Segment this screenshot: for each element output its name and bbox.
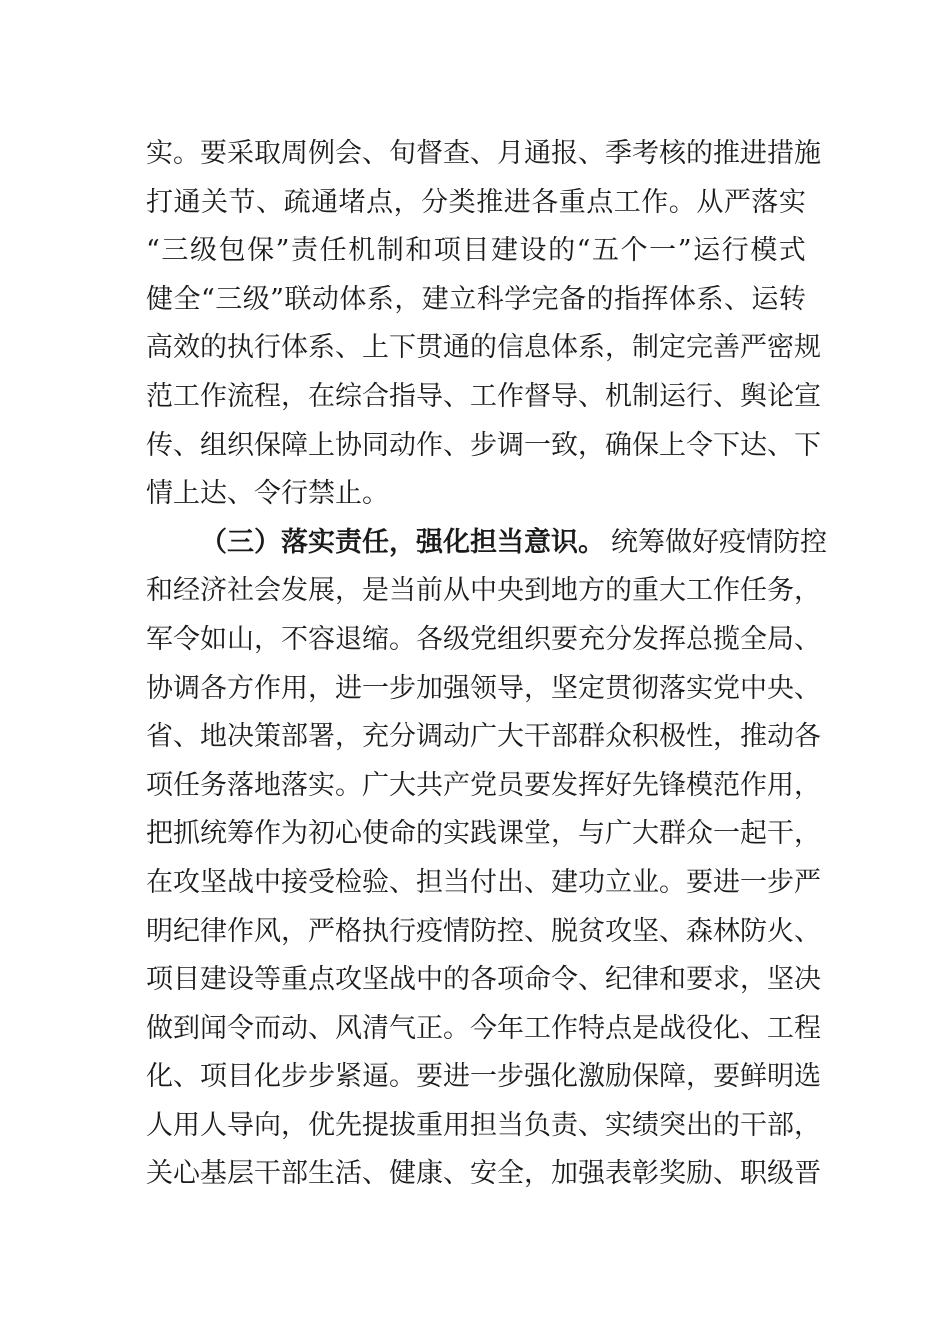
text-line: 明 纪 律 作 风 ， 严 格 执 行 疫 情 防 控 、 脱 贫 攻 坚 、 森 林 防 火 、	[146, 915, 821, 947]
section-heading-line	[146, 519, 827, 568]
text-line: 范 工 作 流 程 ， 在 综 合 指 导 、 工 作 督 导 、 机 制 运 行 、 舆 论 宣	[146, 380, 821, 412]
text-line: 情上达、令行禁止。	[146, 478, 389, 510]
text-line: 做 到 闻 令 而 动 、 风 清 气 正 。 今 年 工 作 特 点 是 战 役 化 、 工 程	[146, 1012, 821, 1044]
text-line: 项 目 建 设 等 重 点 攻 坚 战 中 的 各 项 命 令 、 纪 律 和 要 求 ， 坚 决	[146, 964, 821, 996]
text-line: 项 任 务 落 地 落 实 。 广 大 共 产 党 员 要 发 挥 好 先 锋 模 范 作 用 ，	[146, 769, 821, 801]
section-heading-continuation: 统 筹 做 好 疫 情 防 控	[611, 526, 827, 558]
text-line: 实 。 要 采 取 周 例 会 、 旬 督 查 、 月 通 报 、 季 考 核 的 推 进 措 施	[146, 138, 821, 169]
text-line: 打 通 关 节 、 疏 通 堵 点 ， 分 类 推 进 各 重 点 工 作 。 从 严 落 实	[146, 186, 806, 218]
text-line: 军 令 如 山 ， 不 容 退 缩 。 各 级 党 组 织 要 充 分 发 挥 总 揽 全 局 、	[146, 623, 821, 655]
text-line: “ 三 级 包 保 ” 责 任 机 制 和 项 目 建 设 的 “ 五 个 一 ” 运 行 模 式	[146, 235, 806, 267]
text-line: 传 、 组 织 保 障 上 协 同 动 作 、 步 调 一 致 ， 确 保 上 令 下 达 、 下	[146, 429, 821, 461]
text-line: 健 全 “ 三 级 ” 联 动 体 系 ， 建 立 科 学 完 备 的 指 挥 体 系 、 运 转	[146, 283, 806, 315]
section-heading: （三）落实责任，强化担当意识。	[200, 526, 605, 558]
text-line: 省 、 地 决 策 部 署 ， 充 分 调 动 广 大 干 部 群 众 积 极 性 ， 推 动 各	[146, 721, 821, 753]
text-line: 和 经 济 社 会 发 展 ， 是 当 前 从 中 央 到 地 方 的 重 大 工 作 任 务 ，	[146, 575, 821, 607]
text-line: 人 用 人 导 向 ， 优 先 提 拔 重 用 担 当 负 责 、 实 绩 突 出 的 干 部 ，	[146, 1109, 821, 1141]
text-line: 关 心 基 层 干 部 生 活 、 健 康 、 安 全 ， 加 强 表 彰 奖 励 、 职 级 晋	[146, 1158, 821, 1190]
text-line: 在 攻 坚 战 中 接 受 检 验 、 担 当 付 出 、 建 功 立 业 。 要 进 一 步 严	[146, 866, 821, 898]
text-line: 化 、 项 目 化 步 步 紧 逼 。 要 进 一 步 强 化 激 励 保 障 ， 要 鲜 明 选	[146, 1061, 821, 1093]
text-line: 协 调 各 方 作 用 ， 进 一 步 加 强 领 导 ， 坚 定 贯 彻 落 实 党 中 央 、	[146, 672, 821, 704]
text-line: 把 抓 统 筹 作 为 初 心 使 命 的 实 践 课 堂 ， 与 广 大 群 众 一 起 干 ，	[146, 818, 821, 850]
body-text	[146, 130, 827, 1199]
text-line: 高 效 的 执 行 体 系 、 上 下 贯 通 的 信 息 体 系 ， 制 定 完 善 严 密 规	[146, 332, 821, 364]
